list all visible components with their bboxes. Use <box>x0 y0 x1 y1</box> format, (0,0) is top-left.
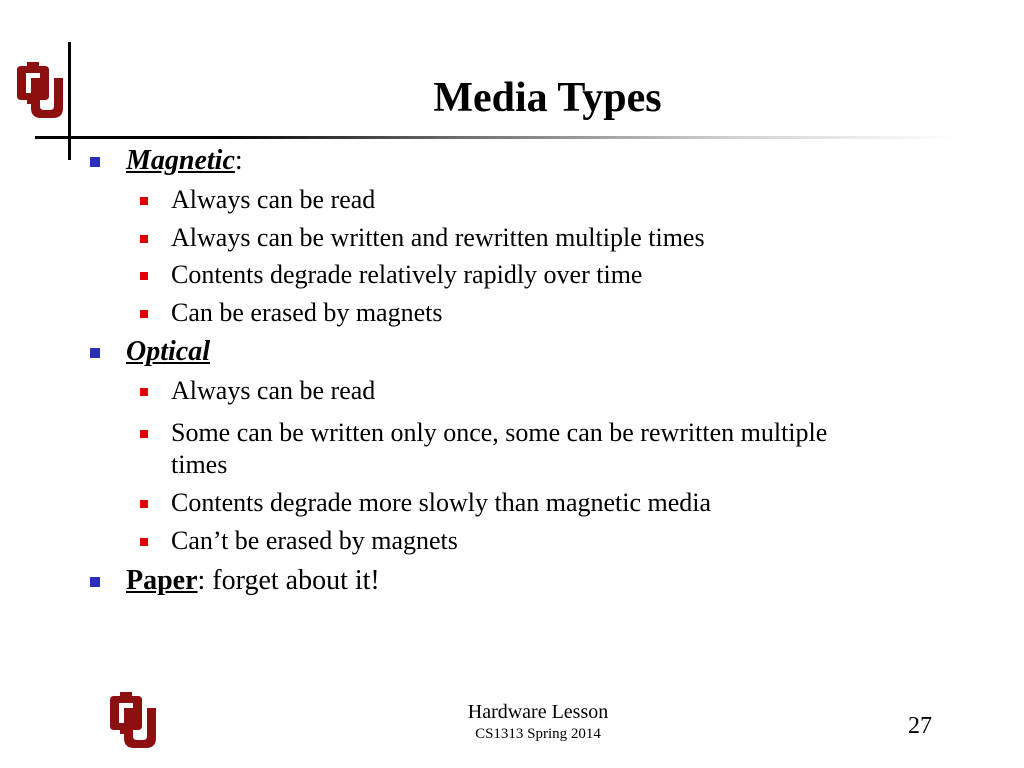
bullet-suffix: : <box>234 145 243 176</box>
sub-bullet <box>171 525 871 557</box>
sub-bullet <box>171 487 871 519</box>
sub-bullet-text: Contents degrade more slowly than magnetic media <box>171 488 712 517</box>
bullet-square-icon <box>140 235 148 243</box>
footer-course: CS1313 Spring 2014 <box>475 726 601 742</box>
bullet-square-icon <box>140 388 148 396</box>
bullet-square-icon <box>140 430 148 438</box>
bullet-heading: Magnetic <box>126 145 235 176</box>
page-number: 27 <box>908 713 932 739</box>
bullet-square-icon <box>90 348 100 358</box>
bullet-heading: Optical <box>126 336 210 367</box>
footer <box>408 700 668 744</box>
slide-title: Media Types <box>433 75 662 121</box>
bullet-square-icon <box>140 310 148 318</box>
bullet-square-icon <box>140 272 148 280</box>
bullet-suffix: : forget about it! <box>197 565 380 596</box>
sub-bullet <box>171 297 871 329</box>
sub-bullet-text: Always can be read <box>171 376 376 405</box>
sub-bullet-text: Contents degrade relatively rapidly over time <box>171 260 643 289</box>
sub-bullet-text: Can’t be erased by magnets <box>171 526 458 555</box>
bullet-square-icon <box>140 500 148 508</box>
sub-bullet <box>171 184 871 216</box>
bullet-magnetic <box>126 144 243 178</box>
sub-bullet-text: Always can be read <box>171 185 376 214</box>
bullet-paper <box>126 564 380 598</box>
bullet-square-icon <box>90 157 100 167</box>
ou-logo-icon <box>110 690 156 748</box>
footer-lesson: Hardware Lesson <box>467 701 609 723</box>
bullet-heading: Paper <box>126 565 198 596</box>
bullet-optical <box>126 335 210 369</box>
sub-bullet <box>171 417 871 481</box>
bullet-square-icon <box>90 577 100 587</box>
bullet-square-icon <box>140 538 148 546</box>
sub-bullet <box>171 259 871 291</box>
sub-bullet <box>171 222 871 254</box>
sub-bullet-text: Always can be written and rewritten multiple times <box>171 223 705 252</box>
sub-bullet-text: Can be erased by magnets <box>171 298 443 327</box>
sub-bullet-text: Some can be written only once, some can be rewritten multiple times <box>171 418 828 479</box>
sub-bullet <box>171 375 871 407</box>
bullet-square-icon <box>140 197 148 205</box>
